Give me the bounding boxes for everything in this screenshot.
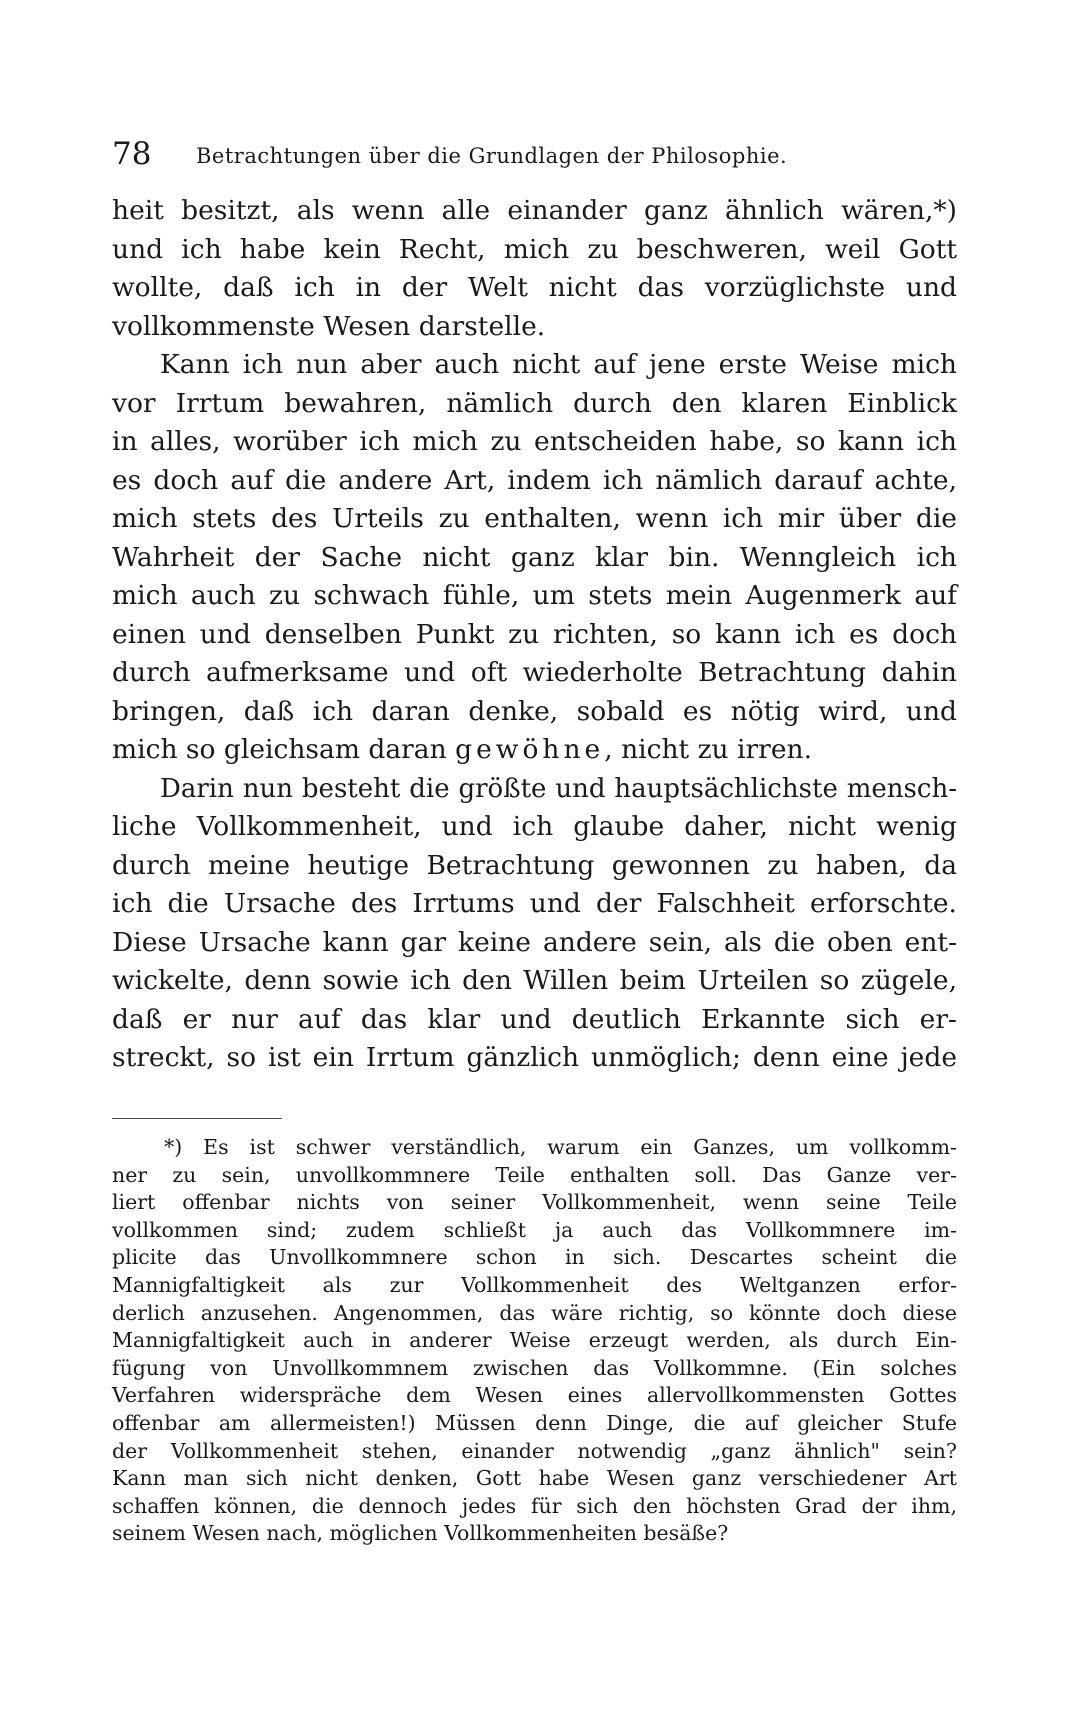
text-line: einen und denselben Punkt zu richten, so kann ich es doch <box>112 618 957 650</box>
text-line: daß er nur auf das klar und deutlich Erkannte sich er- <box>112 1003 957 1035</box>
text-line: Wahrheit der Sache nicht ganz klar bin. Wenngleich ich <box>112 541 957 573</box>
text-line: vor Irrtum bewahren, nämlich durch den klaren Einblick <box>112 387 957 419</box>
footnote <box>112 1134 957 1548</box>
body-text <box>112 192 957 1078</box>
footnote-line: ner zu sein, unvollkommnere Teile enthalten soll. Das Ganze ver- <box>112 1162 957 1187</box>
text-line: in alles, worüber ich mich zu entscheiden habe, so kann ich <box>112 426 957 457</box>
text-line: Kann ich nun aber auch nicht auf jene erste Weise mich <box>160 349 957 380</box>
text-line: streckt, so ist ein Irrtum gänzlich unmöglich; denn eine jede <box>112 1042 957 1073</box>
text-line: ich die Ursache des Irrtums und der Falschheit erforschte. <box>112 888 957 919</box>
text-line: vollkommenste Wesen darstelle. <box>112 310 546 342</box>
text-line: liche Vollkommenheit, und ich glaube daher, nicht wenig <box>112 811 957 842</box>
text-line: es doch auf die andere Art, indem ich nämlich darauf achte, <box>112 464 957 496</box>
footnote-line: Kann man sich nicht denken, Gott habe Wesen ganz verschiedener Art <box>112 1466 957 1491</box>
text-line: durch meine heutige Betrachtung gewonnen zu haben, da <box>112 849 957 881</box>
text-line: bringen, daß ich daran denke, sobald es nötig wird, und <box>112 695 957 727</box>
text-line: wickelte, denn sowie ich den Willen beim Urteilen so zügele, <box>112 965 957 996</box>
footnote-line: Mannigfaltigkeit als zur Vollkommenheit des Weltganzen erfor- <box>112 1272 957 1297</box>
text-line: und ich habe kein Recht, mich zu beschweren, weil Gott <box>112 233 957 265</box>
footnote-line: vollkommen sind; zudem schließt ja auch das Vollkommnere im- <box>112 1217 957 1242</box>
footnote-line: fügung von Unvollkommnem zwischen das Vollkommne. (Ein solches <box>112 1355 957 1380</box>
text-line <box>112 731 957 770</box>
text-line: heit besitzt, als wenn alle einander ganz ähnlich wären,*) <box>112 195 957 226</box>
paragraph <box>112 770 957 1078</box>
page-number: 78 <box>112 136 152 172</box>
text-line: durch aufmerksame und oft wiederholte Betrachtung dahin <box>112 657 957 688</box>
text-line: mich auch zu schwach fühle, um stets mein Augenmerk auf <box>112 580 957 611</box>
footnote-line: der Vollkommenheit stehen, einander notwendig „ganz ähnlich" sein? <box>112 1438 957 1463</box>
text-line: Darin nun besteht die größte und hauptsächlichste mensch- <box>160 773 957 804</box>
footnote-divider <box>112 1118 282 1119</box>
text-line: wollte, daß ich in der Welt nicht das vorzüglichste und <box>112 272 957 303</box>
footnote-line: Verfahren widerspräche dem Wesen eines allervollkommensten Gottes <box>112 1383 957 1408</box>
emphasized-word: gewöhne <box>455 734 605 765</box>
footnote-line: seinem Wesen nach, möglichen Vollkommenheiten besäße? <box>112 1521 729 1546</box>
footnote-line: offenbar am allermeisten!) Müssen denn Dinge, die auf gleicher Stufe <box>112 1410 957 1435</box>
text-fragment: , nicht zu irren. <box>604 734 813 765</box>
running-head: Betrachtungen über die Grundlagen der Philosophie. <box>196 144 788 168</box>
page-header <box>112 134 872 174</box>
footnote-line: *) Es ist schwer verständlich, warum ein Ganzes, um vollkomm- <box>164 1135 957 1159</box>
footnote-line: derlich anzusehen. Angenommen, das wäre richtig, so könnte doch diese <box>112 1300 957 1325</box>
footnote-line: Mannigfaltigkeit auch in anderer Weise erzeugt werden, als durch Ein- <box>112 1328 957 1353</box>
footnote-line: liert offenbar nichts von seiner Vollkommenheit, wenn seine Teile <box>112 1190 957 1215</box>
text-line: Diese Ursache kann gar keine andere sein, als die oben ent- <box>112 926 957 958</box>
paragraph <box>112 192 957 346</box>
paragraph <box>112 346 957 770</box>
text-fragment: mich so gleichsam daran <box>112 734 447 765</box>
text-line: mich stets des Urteils zu enthalten, wenn ich mir über die <box>112 503 957 534</box>
footnote-line: plicite das Unvollkommnere schon in sich. Descartes scheint die <box>112 1245 957 1270</box>
footnote-line: schaffen können, die dennoch jedes für sich den höchsten Grad der ihm, <box>112 1493 957 1518</box>
